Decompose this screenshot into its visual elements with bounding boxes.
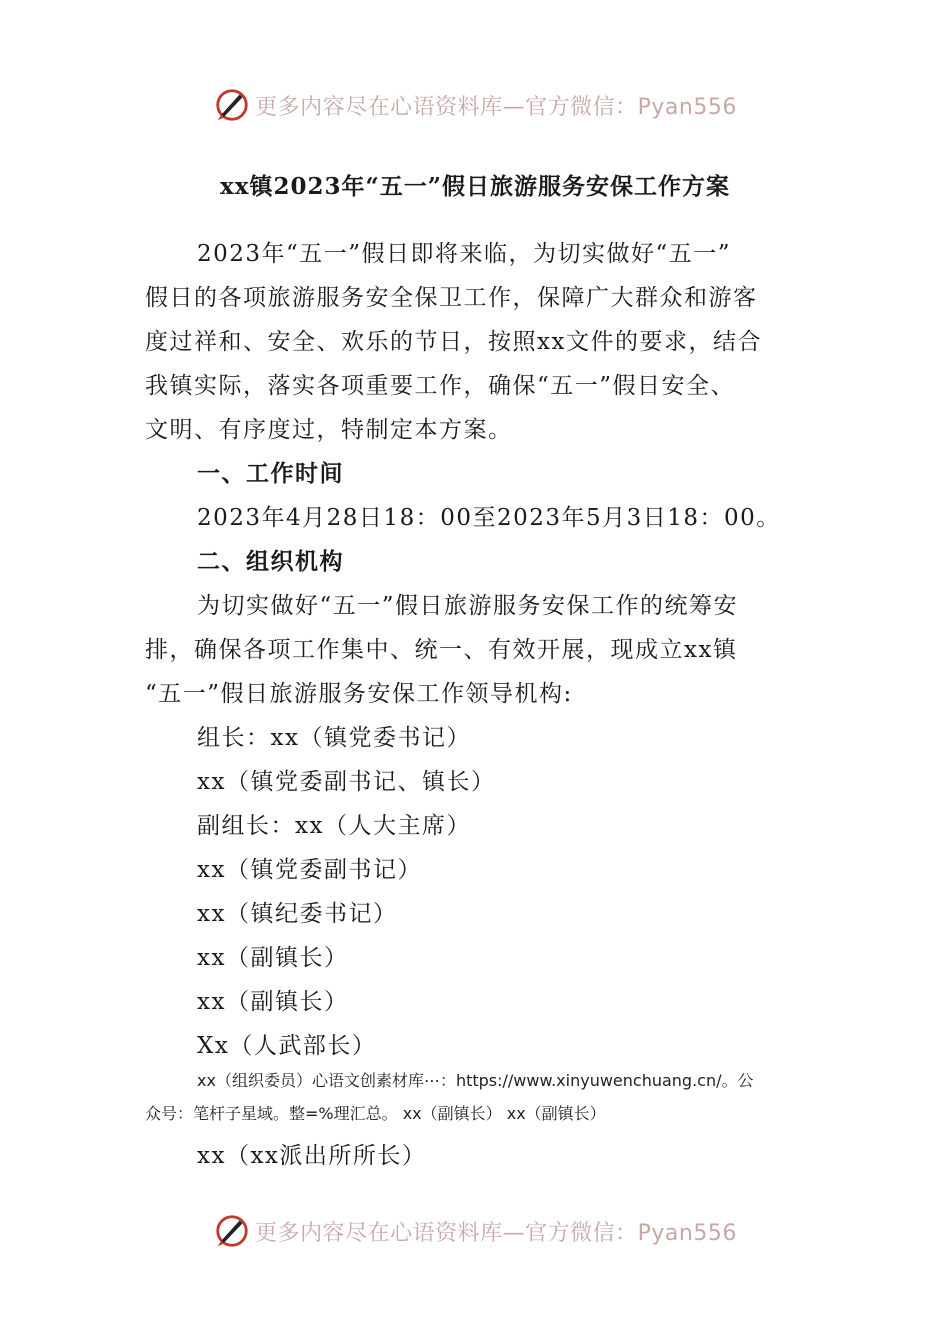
member-item-last: xx（xx派出所所长）	[197, 1143, 427, 1169]
member-deputy-leader: 副组长：xx（人大主席）	[197, 813, 471, 839]
member-item: xx（镇纪委书记）	[197, 901, 398, 927]
section2-heading: 二、组织机构	[197, 548, 344, 575]
intro-line-2: 假日的各项旅游服务安全保卫工作，保障广大群众和游客	[145, 285, 758, 311]
member-item: xx（镇党委副书记、镇长）	[197, 769, 496, 795]
member-item: xx（副镇长）	[197, 945, 349, 971]
member-leader: 组长：xx（镇党委书记）	[197, 725, 471, 751]
work-time-text: 2023年4月28日18：00至2023年5月3日18：00。	[197, 505, 781, 531]
intro-line-1: 2023年“五一”假日即将来临，为切实做好“五一”	[197, 241, 732, 267]
document-title: xx镇2023年“五一”假日旅游服务安保工作方案	[220, 173, 730, 200]
inserted-note-line-2: 众号：笔杆子星域。整=%理汇总。 xx（副镇长） xx（副镇长）	[145, 1104, 606, 1123]
pen-logo-icon	[213, 86, 251, 124]
intro-line-5: 文明、有序度过，特制定本方案。	[145, 417, 513, 443]
intro-line-4: 我镇实际，落实各项重要工作，确保“五一”假日安全、	[145, 373, 736, 399]
member-item: Xx（人武部长）	[197, 1033, 377, 1059]
header-banner-text: 更多内容尽在心语资料库—官方微信：Pyan556	[255, 94, 737, 120]
inserted-note-line-1: xx（组织委员）心语文创素材库⋯：https://www.xinyuwenchuang.cn/。公	[197, 1071, 754, 1090]
member-item: xx（副镇长）	[197, 989, 349, 1015]
intro-line-3: 度过祥和、安全、欢乐的节日，按照xx文件的要求，结合	[145, 329, 762, 355]
org-line-3: “五一”假日旅游服务安保工作领导机构:	[145, 681, 573, 707]
org-line-2: 排，确保各项工作集中、统一、有效开展，现成立xx镇	[145, 637, 738, 663]
section1-heading: 一、工作时间	[197, 460, 344, 487]
pen-logo-icon	[213, 1212, 251, 1250]
member-item: xx（镇党委副书记）	[197, 857, 422, 883]
org-line-1: 为切实做好“五一”假日旅游服务安保工作的统筹安	[197, 593, 739, 619]
header-banner	[0, 80, 950, 130]
footer-banner-text: 更多内容尽在心语资料库—官方微信：Pyan556	[255, 1220, 737, 1246]
footer-banner	[0, 1206, 950, 1256]
